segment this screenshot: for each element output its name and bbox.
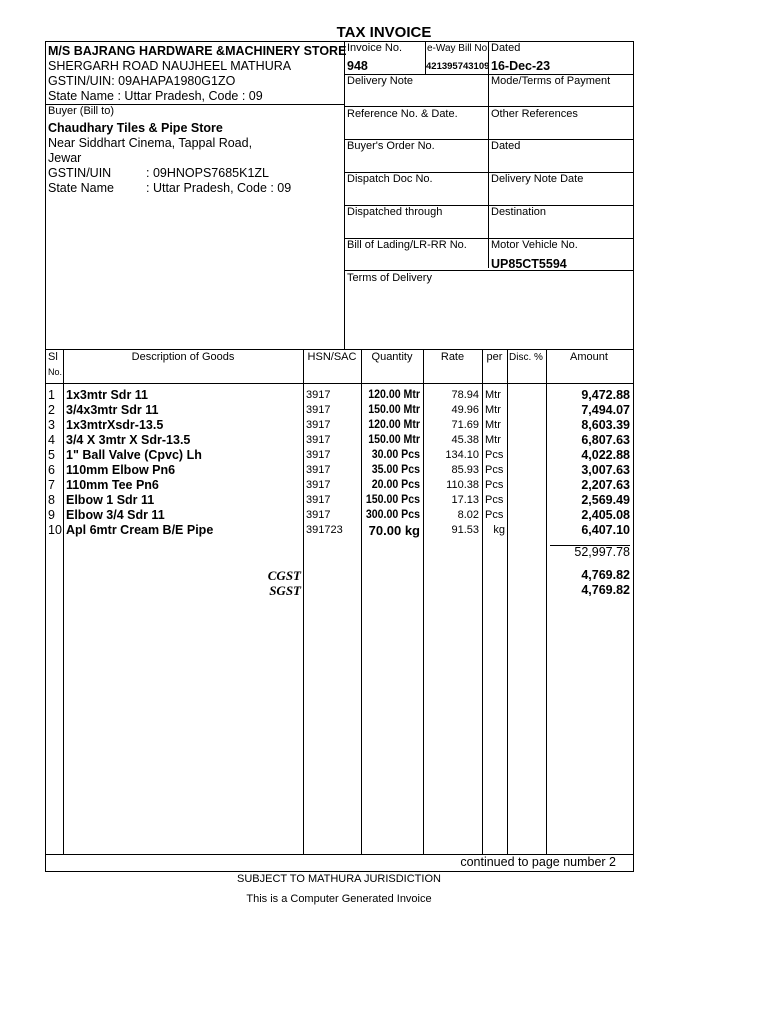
dated2-label: Dated bbox=[491, 140, 521, 152]
item-amount: 6,807.63 bbox=[581, 433, 630, 447]
item-hsn: 3917 bbox=[306, 479, 331, 491]
cgst-amount: 4,769.82 bbox=[581, 568, 630, 582]
item-quantity: 35.00 Pcs bbox=[371, 464, 420, 476]
sgst-label: SGST bbox=[269, 583, 301, 598]
item-sl: 9 bbox=[48, 508, 55, 522]
header-amount: Amount bbox=[570, 351, 608, 363]
item-description: 110mm Elbow Pn6 bbox=[66, 463, 176, 477]
item-per: Mtr bbox=[485, 389, 501, 401]
meta-line bbox=[344, 270, 633, 271]
item-quantity: 150.00 Pcs bbox=[365, 494, 420, 506]
buyer-name: Chaudhary Tiles & Pipe Store bbox=[48, 121, 223, 135]
item-rate: 71.69 bbox=[451, 419, 479, 431]
continued-note: continued to page number 2 bbox=[460, 855, 616, 869]
item-hsn: 3917 bbox=[306, 389, 331, 401]
item-per: Pcs bbox=[485, 449, 504, 461]
item-amount: 4,022.88 bbox=[581, 448, 630, 462]
item-description: Elbow 1 Sdr 11 bbox=[66, 493, 155, 507]
buyer-gstin-label: GSTIN/UIN bbox=[48, 166, 112, 180]
bill-lading-label: Bill of Lading/LR-RR No. bbox=[347, 239, 467, 251]
item-per: kg bbox=[493, 524, 505, 536]
item-hsn: 3917 bbox=[306, 434, 331, 446]
item-quantity: 300.00 Pcs bbox=[365, 509, 420, 521]
header-per: per bbox=[486, 351, 503, 363]
col-line bbox=[63, 349, 64, 854]
col-line bbox=[303, 349, 304, 854]
item-sl: 1 bbox=[48, 388, 55, 402]
buyer-label: Buyer (Bill to) bbox=[48, 105, 115, 117]
item-description: Apl 6mtr Cream B/E Pipe bbox=[66, 523, 214, 537]
computer-generated-note: This is a Computer Generated Invoice bbox=[246, 893, 432, 905]
invoice-date: 16-Dec-23 bbox=[491, 59, 551, 73]
jurisdiction-note: SUBJECT TO MATHURA JURISDICTION bbox=[237, 873, 441, 885]
item-sl: 4 bbox=[48, 433, 55, 447]
item-rate: 91.53 bbox=[451, 524, 479, 536]
item-sl: 10 bbox=[48, 523, 62, 537]
item-amount: 2,207.63 bbox=[581, 478, 630, 492]
meta-line bbox=[344, 106, 633, 107]
item-hsn: 391723 bbox=[306, 524, 343, 536]
terms-of-delivery-label: Terms of Delivery bbox=[347, 272, 432, 284]
subtotal-amount: 52,997.78 bbox=[574, 545, 630, 559]
seller-address: SHERGARH ROAD NAUJHEEL MATHURA bbox=[48, 59, 292, 73]
item-sl: 8 bbox=[48, 493, 55, 507]
buyer-state-value: : Uttar Pradesh, Code : 09 bbox=[146, 181, 292, 195]
buyer-address-1: Near Siddhart Cinema, Tappal Road, bbox=[48, 136, 253, 150]
item-rate: 8.02 bbox=[457, 509, 479, 521]
item-hsn: 3917 bbox=[306, 494, 331, 506]
buyers-order-label: Buyer's Order No. bbox=[347, 140, 435, 152]
delivery-note-label: Delivery Note bbox=[347, 75, 414, 87]
table-header-line bbox=[45, 383, 633, 384]
item-sl: 6 bbox=[48, 463, 55, 477]
item-description: 110mm Tee Pn6 bbox=[66, 478, 159, 492]
item-sl: 5 bbox=[48, 448, 55, 462]
table-top-line bbox=[45, 349, 633, 350]
item-hsn: 3917 bbox=[306, 509, 331, 521]
item-quantity: 30.00 Pcs bbox=[371, 449, 420, 461]
item-rate: 134.10 bbox=[445, 449, 479, 461]
other-references-label: Other References bbox=[491, 108, 578, 120]
item-amount: 3,007.63 bbox=[581, 463, 630, 477]
header-description: Description of Goods bbox=[131, 351, 235, 363]
buyer-state-label: State Name bbox=[48, 181, 115, 195]
document-title: TAX INVOICE bbox=[336, 24, 432, 41]
seller-state: State Name : Uttar Pradesh, Code : 09 bbox=[48, 89, 263, 103]
item-quantity: 120.00 Mtr bbox=[368, 419, 420, 431]
cgst-label: CGST bbox=[267, 568, 301, 583]
destination-label: Destination bbox=[491, 206, 547, 218]
item-per: Pcs bbox=[485, 479, 504, 491]
motor-vehicle-no: UP85CT5594 bbox=[491, 257, 567, 271]
delivery-note-date-label: Delivery Note Date bbox=[491, 173, 584, 185]
item-amount: 8,603.39 bbox=[581, 418, 630, 432]
item-rate: 110.38 bbox=[446, 479, 479, 491]
item-rate: 85.93 bbox=[451, 464, 479, 476]
dispatched-through-label: Dispatched through bbox=[347, 206, 443, 218]
item-sl: 2 bbox=[48, 403, 55, 417]
item-amount: 2,569.49 bbox=[581, 493, 630, 507]
item-description: 1" Ball Valve (Cpvc) Lh bbox=[66, 448, 202, 462]
item-quantity: 120.00 Mtr bbox=[368, 389, 420, 401]
dated-label: Dated bbox=[491, 42, 521, 54]
item-quantity: 70.00 kg bbox=[368, 523, 420, 538]
item-quantity: 20.00 Pcs bbox=[371, 479, 420, 491]
item-hsn: 3917 bbox=[306, 404, 331, 416]
item-description: 1x3mtrXsdr-13.5 bbox=[66, 418, 164, 432]
motor-vehicle-label: Motor Vehicle No. bbox=[491, 239, 578, 251]
item-amount: 2,405.08 bbox=[581, 508, 630, 522]
header-quantity: Quantity bbox=[371, 351, 413, 363]
header-disc: Disc. % bbox=[509, 352, 543, 363]
header-sl: Sl bbox=[48, 351, 58, 363]
col-line bbox=[361, 349, 362, 854]
invoice-no-label: Invoice No. bbox=[347, 42, 403, 54]
item-rate: 49.96 bbox=[451, 404, 479, 416]
header-hsn: HSN/SAC bbox=[307, 351, 357, 363]
eway-no: 421395743109 bbox=[426, 61, 490, 72]
item-amount: 6,407.10 bbox=[581, 523, 630, 537]
item-per: Pcs bbox=[485, 494, 504, 506]
item-description: 3/4 X 3mtr X Sdr-13.5 bbox=[66, 433, 191, 447]
mode-terms-label: Mode/Terms of Payment bbox=[491, 75, 611, 87]
seller-gstin: GSTIN/UIN: 09AHAPA1980G1ZO bbox=[48, 74, 236, 88]
item-rate: 17.13 bbox=[451, 494, 479, 506]
item-hsn: 3917 bbox=[306, 464, 331, 476]
item-per: Mtr bbox=[485, 404, 501, 416]
item-quantity: 150.00 Mtr bbox=[368, 434, 420, 446]
item-per: Pcs bbox=[485, 464, 504, 476]
invoice-no: 948 bbox=[347, 59, 368, 73]
reference-label: Reference No. & Date. bbox=[347, 108, 458, 120]
header-divider bbox=[344, 41, 345, 349]
item-description: 1x3mtr Sdr 11 bbox=[66, 388, 148, 402]
meta-divider bbox=[488, 41, 489, 268]
item-description: Elbow 3/4 Sdr 11 bbox=[66, 508, 165, 522]
item-amount: 7,494.07 bbox=[581, 403, 630, 417]
header-rate: Rate bbox=[440, 351, 465, 363]
item-hsn: 3917 bbox=[306, 449, 331, 461]
item-sl: 3 bbox=[48, 418, 55, 432]
header-sl-no: No. bbox=[48, 367, 63, 377]
item-rate: 45.38 bbox=[451, 434, 479, 446]
item-per: Pcs bbox=[485, 509, 504, 521]
item-per: Mtr bbox=[485, 434, 501, 446]
item-hsn: 3917 bbox=[306, 419, 331, 431]
item-per: Mtr bbox=[485, 419, 501, 431]
item-rate: 78.94 bbox=[451, 389, 479, 401]
dispatch-doc-label: Dispatch Doc No. bbox=[347, 173, 433, 185]
eway-label: e-Way Bill No. bbox=[427, 43, 490, 54]
item-quantity: 150.00 Mtr bbox=[368, 404, 420, 416]
item-description: 3/4x3mtr Sdr 11 bbox=[66, 403, 159, 417]
item-sl: 7 bbox=[48, 478, 55, 492]
sgst-amount: 4,769.82 bbox=[581, 583, 630, 597]
buyer-address-2: Jewar bbox=[48, 151, 82, 165]
buyer-gstin-value: : 09HNOPS7685K1ZL bbox=[146, 166, 269, 180]
item-amount: 9,472.88 bbox=[581, 388, 630, 402]
seller-name: M/S BAJRANG HARDWARE &MACHINERY STORE bbox=[48, 44, 347, 58]
